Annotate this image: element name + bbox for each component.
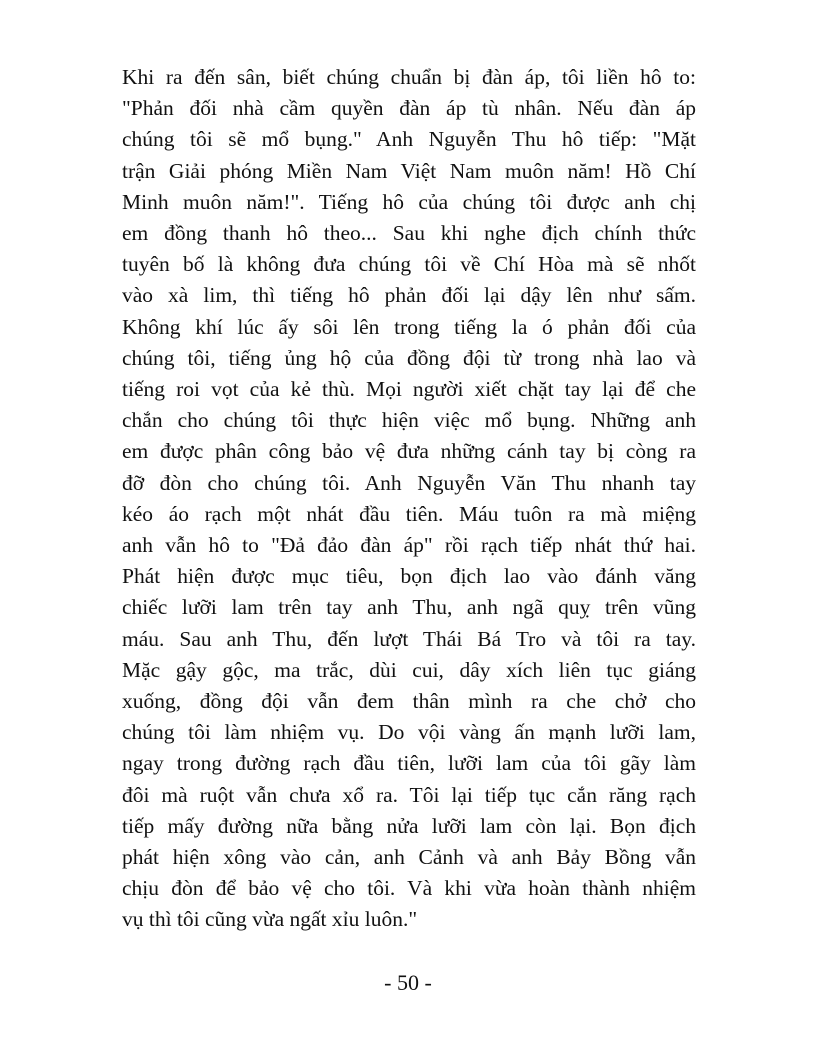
text-line: anh vẫn hô to "Đả đảo đàn áp" rồi rạch tiếp nhát thứ hai.	[122, 533, 696, 558]
text-line: Mặc gậy gộc, ma trắc, dùi cui, dây xích liên tục giáng	[122, 657, 696, 682]
text-line: chắn cho chúng tôi thực hiện việc mổ bụng. Những anh	[122, 408, 696, 433]
text-line: Không khí lúc ấy sôi lên trong tiếng la ó phản đối của	[122, 314, 696, 339]
text-line: chiếc lưỡi lam trên tay anh Thu, anh ngã quỵ trên vũng	[122, 595, 696, 620]
text-line: Minh muôn năm!". Tiếng hô của chúng tôi được anh chị	[122, 189, 696, 214]
text-line: vụ thì tôi cũng vừa ngất xỉu luôn."	[122, 907, 418, 932]
text-line: tiếp mấy đường nữa bằng nửa lưỡi lam còn lại. Bọn địch	[122, 813, 696, 838]
text-line: ngay trong đường rạch đầu tiên, lưỡi lam của tôi gãy làm	[122, 751, 696, 776]
text-line: "Phản đối nhà cầm quyền đàn áp tù nhân. Nếu đàn áp	[122, 96, 696, 121]
text-line: phát hiện xông vào cản, anh Cảnh và anh Bảy Bồng vẫn	[122, 845, 696, 870]
text-line: chúng tôi, tiếng ủng hộ của đồng đội từ trong nhà lao và	[122, 345, 696, 370]
text-line: chúng tôi làm nhiệm vụ. Do vội vàng ấn mạnh lưỡi lam,	[122, 720, 696, 745]
text-line: tiếng roi vọt của kẻ thù. Mọi người xiết chặt tay lại để che	[122, 377, 696, 402]
text-line: Phát hiện được mục tiêu, bọn địch lao vào đánh văng	[122, 564, 696, 589]
text-line: trận Giải phóng Miền Nam Việt Nam muôn năm! Hồ Chí	[122, 158, 696, 183]
text-line: đỡ đòn cho chúng tôi. Anh Nguyễn Văn Thu nhanh tay	[122, 470, 696, 495]
text-line: chúng tôi sẽ mổ bụng." Anh Nguyễn Thu hô tiếp: "Mặt	[122, 127, 696, 152]
text-line: đôi mà ruột vẫn chưa xổ ra. Tôi lại tiếp tục cắn răng rạch	[122, 782, 696, 807]
page-number: - 50 -	[384, 970, 432, 995]
text-line: em đồng thanh hô theo... Sau khi nghe địch chính thức	[122, 221, 696, 246]
body-paragraph	[122, 62, 696, 936]
text-line: em được phân công bảo vệ đưa những cánh tay bị còng ra	[122, 439, 696, 464]
text-line: máu. Sau anh Thu, đến lượt Thái Bá Tro và tôi ra tay.	[122, 626, 696, 651]
text-line: vào xà lim, thì tiếng hô phản đối lại dậy lên như sấm.	[122, 283, 696, 308]
text-line: kéo áo rạch một nhát đầu tiên. Máu tuôn ra mà miệng	[122, 501, 696, 526]
text-line: Khi ra đến sân, biết chúng chuẩn bị đàn áp, tôi liền hô to:	[122, 65, 696, 89]
text-line: tuyên bố là không đưa chúng tôi về Chí Hòa mà sẽ nhốt	[122, 252, 696, 277]
text-line: chịu đòn để bảo vệ cho tôi. Và khi vừa hoàn thành nhiệm	[122, 876, 696, 901]
text-line: xuống, đồng đội vẫn đem thân mình ra che chở cho	[122, 689, 696, 714]
